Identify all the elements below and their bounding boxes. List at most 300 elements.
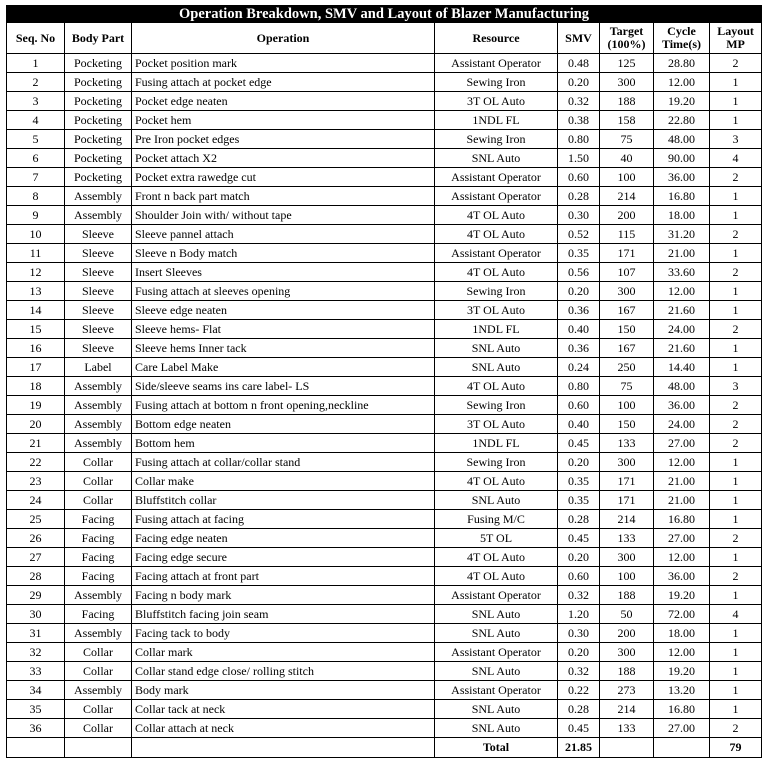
cell-operation: Pre Iron pocket edges bbox=[132, 130, 435, 149]
cell-layout-mp: 1 bbox=[710, 586, 762, 605]
cell-operation: Sleeve hems- Flat bbox=[132, 320, 435, 339]
cell-target: 300 bbox=[600, 282, 654, 301]
cell-layout-mp: 4 bbox=[710, 149, 762, 168]
cell-smv: 0.20 bbox=[558, 73, 600, 92]
cell-layout-mp: 1 bbox=[710, 472, 762, 491]
cell-operation: Facing attach at front part bbox=[132, 567, 435, 586]
cell-body-part: Collar bbox=[65, 643, 132, 662]
cell-operation: Fusing attach at facing bbox=[132, 510, 435, 529]
cell-smv: 0.38 bbox=[558, 111, 600, 130]
cell-body-part: Sleeve bbox=[65, 244, 132, 263]
cell-seq: 23 bbox=[7, 472, 65, 491]
cell-target: 75 bbox=[600, 377, 654, 396]
cell-seq: 10 bbox=[7, 225, 65, 244]
table-body bbox=[7, 54, 762, 738]
cell-target: 133 bbox=[600, 434, 654, 453]
table-row bbox=[7, 586, 762, 605]
cell-operation: Sleeve edge neaten bbox=[132, 301, 435, 320]
cell-smv: 0.60 bbox=[558, 567, 600, 586]
cell-cycle-time: 90.00 bbox=[654, 149, 710, 168]
cell-operation: Facing n body mark bbox=[132, 586, 435, 605]
cell-target: 167 bbox=[600, 339, 654, 358]
cell-resource: 3T OL Auto bbox=[435, 92, 558, 111]
cell-target: 200 bbox=[600, 206, 654, 225]
cell-seq: 22 bbox=[7, 453, 65, 472]
cell-body-part: Assembly bbox=[65, 586, 132, 605]
cell-target: 214 bbox=[600, 700, 654, 719]
cell-smv: 0.48 bbox=[558, 54, 600, 73]
table-row bbox=[7, 130, 762, 149]
cell-operation: Pocket attach X2 bbox=[132, 149, 435, 168]
cell-cycle-time: 12.00 bbox=[654, 643, 710, 662]
cell-operation: Pocket extra rawedge cut bbox=[132, 168, 435, 187]
cell-body-part: Facing bbox=[65, 529, 132, 548]
cell-resource: SNL Auto bbox=[435, 700, 558, 719]
cell-smv: 0.35 bbox=[558, 491, 600, 510]
cell-layout-mp: 4 bbox=[710, 605, 762, 624]
cell-target: 150 bbox=[600, 320, 654, 339]
cell-seq: 14 bbox=[7, 301, 65, 320]
table-title: Operation Breakdown, SMV and Layout of Blazer Manufacturing bbox=[7, 6, 762, 23]
cell-seq: 25 bbox=[7, 510, 65, 529]
cell-layout-mp: 1 bbox=[710, 92, 762, 111]
cell-operation: Collar mark bbox=[132, 643, 435, 662]
cell-cycle-time: 21.00 bbox=[654, 491, 710, 510]
cell-seq: 18 bbox=[7, 377, 65, 396]
cell-layout-mp: 1 bbox=[710, 624, 762, 643]
cell-layout-mp: 1 bbox=[710, 548, 762, 567]
cell-operation: Front n back part match bbox=[132, 187, 435, 206]
cell-resource: Sewing Iron bbox=[435, 282, 558, 301]
cell-body-part: Sleeve bbox=[65, 263, 132, 282]
table-row bbox=[7, 73, 762, 92]
table-row bbox=[7, 244, 762, 263]
cell-body-part: Facing bbox=[65, 510, 132, 529]
cell-smv: 0.80 bbox=[558, 377, 600, 396]
cell-target: 50 bbox=[600, 605, 654, 624]
cell-cycle-time: 48.00 bbox=[654, 377, 710, 396]
cell-resource: 1NDL FL bbox=[435, 320, 558, 339]
cell-operation: Bluffstitch facing join seam bbox=[132, 605, 435, 624]
cell-smv: 0.32 bbox=[558, 92, 600, 111]
table-row bbox=[7, 92, 762, 111]
cell-smv: 0.28 bbox=[558, 510, 600, 529]
table-row bbox=[7, 662, 762, 681]
cell-seq: 30 bbox=[7, 605, 65, 624]
cell-cycle-time: 36.00 bbox=[654, 168, 710, 187]
cell-seq: 34 bbox=[7, 681, 65, 700]
cell-seq: 12 bbox=[7, 263, 65, 282]
cell-seq: 20 bbox=[7, 415, 65, 434]
cell-layout-mp: 2 bbox=[710, 396, 762, 415]
cell-operation: Pocket edge neaten bbox=[132, 92, 435, 111]
cell-body-part: Sleeve bbox=[65, 301, 132, 320]
cell-operation: Fusing attach at bottom n front opening,neckline bbox=[132, 396, 435, 415]
cell-cycle-time: 27.00 bbox=[654, 719, 710, 738]
cell-body-part: Pocketing bbox=[65, 92, 132, 111]
cell-resource: 4T OL Auto bbox=[435, 206, 558, 225]
cell-cycle-time: 13.20 bbox=[654, 681, 710, 700]
cell-layout-mp: 2 bbox=[710, 434, 762, 453]
cell-smv: 0.35 bbox=[558, 244, 600, 263]
cell-body-part: Facing bbox=[65, 548, 132, 567]
cell-layout-mp: 1 bbox=[710, 206, 762, 225]
cell-operation: Facing edge secure bbox=[132, 548, 435, 567]
table-row bbox=[7, 282, 762, 301]
cell-body-part: Collar bbox=[65, 472, 132, 491]
cell-body-part: Sleeve bbox=[65, 282, 132, 301]
cell-layout-mp: 1 bbox=[710, 643, 762, 662]
cell-cycle-time: 18.00 bbox=[654, 624, 710, 643]
table-row bbox=[7, 111, 762, 130]
total-empty-cell bbox=[600, 738, 654, 758]
cell-body-part: Facing bbox=[65, 605, 132, 624]
total-empty-cell bbox=[65, 738, 132, 758]
table-row bbox=[7, 339, 762, 358]
cell-smv: 0.32 bbox=[558, 586, 600, 605]
cell-body-part: Assembly bbox=[65, 681, 132, 700]
cell-seq: 7 bbox=[7, 168, 65, 187]
cell-smv: 0.56 bbox=[558, 263, 600, 282]
cell-body-part: Collar bbox=[65, 662, 132, 681]
cell-seq: 31 bbox=[7, 624, 65, 643]
table-row bbox=[7, 320, 762, 339]
cell-smv: 0.80 bbox=[558, 130, 600, 149]
cell-smv: 0.20 bbox=[558, 453, 600, 472]
cell-operation: Collar make bbox=[132, 472, 435, 491]
cell-seq: 2 bbox=[7, 73, 65, 92]
cell-target: 150 bbox=[600, 415, 654, 434]
cell-layout-mp: 2 bbox=[710, 263, 762, 282]
cell-layout-mp: 1 bbox=[710, 510, 762, 529]
cell-layout-mp: 2 bbox=[710, 168, 762, 187]
cell-cycle-time: 19.20 bbox=[654, 92, 710, 111]
cell-body-part: Collar bbox=[65, 491, 132, 510]
cell-resource: SNL Auto bbox=[435, 605, 558, 624]
cell-seq: 24 bbox=[7, 491, 65, 510]
cell-resource: Assistant Operator bbox=[435, 643, 558, 662]
table-row bbox=[7, 491, 762, 510]
cell-resource: Sewing Iron bbox=[435, 73, 558, 92]
cell-smv: 0.45 bbox=[558, 719, 600, 738]
document bbox=[6, 5, 761, 758]
cell-target: 214 bbox=[600, 187, 654, 206]
cell-seq: 9 bbox=[7, 206, 65, 225]
table-row bbox=[7, 548, 762, 567]
cell-resource: SNL Auto bbox=[435, 149, 558, 168]
table-row bbox=[7, 510, 762, 529]
cell-resource: Assistant Operator bbox=[435, 586, 558, 605]
cell-operation: Collar stand edge close/ rolling stitch bbox=[132, 662, 435, 681]
cell-cycle-time: 27.00 bbox=[654, 434, 710, 453]
cell-smv: 0.45 bbox=[558, 434, 600, 453]
cell-resource: SNL Auto bbox=[435, 662, 558, 681]
cell-cycle-time: 21.60 bbox=[654, 301, 710, 320]
header-seq: Seq. No bbox=[7, 23, 65, 54]
cell-target: 100 bbox=[600, 567, 654, 586]
cell-layout-mp: 2 bbox=[710, 529, 762, 548]
cell-body-part: Pocketing bbox=[65, 54, 132, 73]
cell-resource: SNL Auto bbox=[435, 719, 558, 738]
cell-resource: Assistant Operator bbox=[435, 681, 558, 700]
cell-seq: 36 bbox=[7, 719, 65, 738]
cell-smv: 1.50 bbox=[558, 149, 600, 168]
cell-resource: 5T OL bbox=[435, 529, 558, 548]
cell-body-part: Sleeve bbox=[65, 320, 132, 339]
cell-body-part: Pocketing bbox=[65, 168, 132, 187]
cell-operation: Collar tack at neck bbox=[132, 700, 435, 719]
cell-body-part: Label bbox=[65, 358, 132, 377]
cell-target: 158 bbox=[600, 111, 654, 130]
cell-layout-mp: 1 bbox=[710, 358, 762, 377]
cell-resource: Sewing Iron bbox=[435, 396, 558, 415]
cell-layout-mp: 1 bbox=[710, 681, 762, 700]
table-row bbox=[7, 187, 762, 206]
table-row bbox=[7, 624, 762, 643]
cell-resource: Assistant Operator bbox=[435, 54, 558, 73]
cell-resource: Assistant Operator bbox=[435, 168, 558, 187]
cell-target: 100 bbox=[600, 396, 654, 415]
cell-seq: 29 bbox=[7, 586, 65, 605]
cell-layout-mp: 2 bbox=[710, 567, 762, 586]
total-empty-cell bbox=[132, 738, 435, 758]
cell-target: 133 bbox=[600, 719, 654, 738]
cell-target: 250 bbox=[600, 358, 654, 377]
header-row bbox=[7, 23, 762, 54]
cell-layout-mp: 1 bbox=[710, 339, 762, 358]
cell-resource: 4T OL Auto bbox=[435, 567, 558, 586]
cell-cycle-time: 18.00 bbox=[654, 206, 710, 225]
cell-resource: 4T OL Auto bbox=[435, 548, 558, 567]
cell-operation: Bottom edge neaten bbox=[132, 415, 435, 434]
cell-smv: 0.36 bbox=[558, 339, 600, 358]
table-row bbox=[7, 434, 762, 453]
cell-layout-mp: 3 bbox=[710, 130, 762, 149]
cell-layout-mp: 1 bbox=[710, 187, 762, 206]
cell-cycle-time: 19.20 bbox=[654, 586, 710, 605]
cell-operation: Fusing attach at pocket edge bbox=[132, 73, 435, 92]
cell-resource: Sewing Iron bbox=[435, 130, 558, 149]
cell-cycle-time: 33.60 bbox=[654, 263, 710, 282]
cell-body-part: Collar bbox=[65, 719, 132, 738]
cell-cycle-time: 16.80 bbox=[654, 510, 710, 529]
cell-seq: 28 bbox=[7, 567, 65, 586]
cell-layout-mp: 2 bbox=[710, 719, 762, 738]
cell-cycle-time: 22.80 bbox=[654, 111, 710, 130]
cell-smv: 0.40 bbox=[558, 320, 600, 339]
header-cycle-time: Cycle Time(s) bbox=[654, 23, 710, 54]
cell-target: 171 bbox=[600, 244, 654, 263]
cell-seq: 17 bbox=[7, 358, 65, 377]
cell-operation: Insert Sleeves bbox=[132, 263, 435, 282]
cell-operation: Sleeve pannel attach bbox=[132, 225, 435, 244]
cell-smv: 0.20 bbox=[558, 643, 600, 662]
cell-seq: 13 bbox=[7, 282, 65, 301]
cell-cycle-time: 31.20 bbox=[654, 225, 710, 244]
cell-cycle-time: 16.80 bbox=[654, 187, 710, 206]
cell-operation: Collar attach at neck bbox=[132, 719, 435, 738]
table-row bbox=[7, 567, 762, 586]
cell-seq: 11 bbox=[7, 244, 65, 263]
cell-seq: 5 bbox=[7, 130, 65, 149]
cell-operation: Fusing attach at sleeves opening bbox=[132, 282, 435, 301]
cell-body-part: Pocketing bbox=[65, 111, 132, 130]
header-target: Target (100%) bbox=[600, 23, 654, 54]
cell-resource: 4T OL Auto bbox=[435, 472, 558, 491]
cell-body-part: Collar bbox=[65, 453, 132, 472]
cell-cycle-time: 36.00 bbox=[654, 567, 710, 586]
cell-body-part: Pocketing bbox=[65, 73, 132, 92]
cell-body-part: Facing bbox=[65, 567, 132, 586]
table-row bbox=[7, 605, 762, 624]
cell-resource: 3T OL Auto bbox=[435, 301, 558, 320]
cell-resource: Assistant Operator bbox=[435, 187, 558, 206]
cell-target: 125 bbox=[600, 54, 654, 73]
cell-body-part: Sleeve bbox=[65, 225, 132, 244]
cell-cycle-time: 21.60 bbox=[654, 339, 710, 358]
cell-cycle-time: 36.00 bbox=[654, 396, 710, 415]
cell-cycle-time: 12.00 bbox=[654, 282, 710, 301]
cell-cycle-time: 72.00 bbox=[654, 605, 710, 624]
cell-smv: 0.30 bbox=[558, 624, 600, 643]
cell-seq: 33 bbox=[7, 662, 65, 681]
cell-operation: Sleeve hems Inner tack bbox=[132, 339, 435, 358]
cell-target: 75 bbox=[600, 130, 654, 149]
cell-body-part: Assembly bbox=[65, 415, 132, 434]
cell-resource: SNL Auto bbox=[435, 624, 558, 643]
cell-layout-mp: 3 bbox=[710, 377, 762, 396]
cell-seq: 21 bbox=[7, 434, 65, 453]
cell-body-part: Assembly bbox=[65, 206, 132, 225]
table-row bbox=[7, 263, 762, 282]
table-row bbox=[7, 643, 762, 662]
cell-target: 133 bbox=[600, 529, 654, 548]
cell-seq: 19 bbox=[7, 396, 65, 415]
cell-smv: 0.20 bbox=[558, 282, 600, 301]
table-row bbox=[7, 681, 762, 700]
cell-body-part: Pocketing bbox=[65, 149, 132, 168]
header-resource: Resource bbox=[435, 23, 558, 54]
cell-operation: Side/sleeve seams ins care label- LS bbox=[132, 377, 435, 396]
cell-operation: Bottom hem bbox=[132, 434, 435, 453]
cell-layout-mp: 1 bbox=[710, 282, 762, 301]
cell-operation: Pocket position mark bbox=[132, 54, 435, 73]
table-row bbox=[7, 529, 762, 548]
total-empty-cell bbox=[654, 738, 710, 758]
cell-cycle-time: 12.00 bbox=[654, 73, 710, 92]
header-smv: SMV bbox=[558, 23, 600, 54]
table-row bbox=[7, 719, 762, 738]
cell-target: 300 bbox=[600, 643, 654, 662]
cell-resource: SNL Auto bbox=[435, 491, 558, 510]
cell-layout-mp: 1 bbox=[710, 662, 762, 681]
cell-seq: 32 bbox=[7, 643, 65, 662]
cell-resource: 1NDL FL bbox=[435, 111, 558, 130]
cell-smv: 0.40 bbox=[558, 415, 600, 434]
cell-target: 40 bbox=[600, 149, 654, 168]
cell-layout-mp: 1 bbox=[710, 73, 762, 92]
cell-cycle-time: 24.00 bbox=[654, 415, 710, 434]
cell-smv: 0.45 bbox=[558, 529, 600, 548]
cell-target: 100 bbox=[600, 168, 654, 187]
table-row bbox=[7, 453, 762, 472]
cell-seq: 3 bbox=[7, 92, 65, 111]
table-row bbox=[7, 700, 762, 719]
table-row bbox=[7, 54, 762, 73]
cell-target: 188 bbox=[600, 92, 654, 111]
cell-cycle-time: 21.00 bbox=[654, 244, 710, 263]
cell-smv: 0.28 bbox=[558, 700, 600, 719]
cell-target: 273 bbox=[600, 681, 654, 700]
cell-operation: Shoulder Join with/ without tape bbox=[132, 206, 435, 225]
cell-smv: 0.28 bbox=[558, 187, 600, 206]
table-row bbox=[7, 168, 762, 187]
cell-target: 214 bbox=[600, 510, 654, 529]
total-empty-cell bbox=[7, 738, 65, 758]
cell-body-part: Assembly bbox=[65, 434, 132, 453]
cell-body-part: Pocketing bbox=[65, 130, 132, 149]
cell-cycle-time: 12.00 bbox=[654, 548, 710, 567]
cell-smv: 0.22 bbox=[558, 681, 600, 700]
table-row bbox=[7, 472, 762, 491]
cell-target: 200 bbox=[600, 624, 654, 643]
cell-seq: 35 bbox=[7, 700, 65, 719]
cell-body-part: Assembly bbox=[65, 396, 132, 415]
total-layout-mp: 79 bbox=[710, 738, 762, 758]
cell-layout-mp: 1 bbox=[710, 244, 762, 263]
cell-cycle-time: 21.00 bbox=[654, 472, 710, 491]
cell-target: 107 bbox=[600, 263, 654, 282]
table-row bbox=[7, 206, 762, 225]
cell-smv: 1.20 bbox=[558, 605, 600, 624]
cell-body-part: Collar bbox=[65, 700, 132, 719]
table-row bbox=[7, 377, 762, 396]
cell-resource: SNL Auto bbox=[435, 339, 558, 358]
operation-breakdown-table bbox=[6, 5, 762, 758]
cell-operation: Fusing attach at collar/collar stand bbox=[132, 453, 435, 472]
table-row bbox=[7, 358, 762, 377]
cell-smv: 0.52 bbox=[558, 225, 600, 244]
cell-body-part: Assembly bbox=[65, 624, 132, 643]
total-smv: 21.85 bbox=[558, 738, 600, 758]
cell-smv: 0.36 bbox=[558, 301, 600, 320]
cell-operation: Sleeve n Body match bbox=[132, 244, 435, 263]
cell-cycle-time: 24.00 bbox=[654, 320, 710, 339]
cell-layout-mp: 1 bbox=[710, 491, 762, 510]
cell-seq: 27 bbox=[7, 548, 65, 567]
cell-target: 171 bbox=[600, 472, 654, 491]
cell-cycle-time: 14.40 bbox=[654, 358, 710, 377]
header-operation: Operation bbox=[132, 23, 435, 54]
cell-seq: 1 bbox=[7, 54, 65, 73]
cell-operation: Facing tack to body bbox=[132, 624, 435, 643]
cell-resource: 4T OL Auto bbox=[435, 225, 558, 244]
cell-cycle-time: 12.00 bbox=[654, 453, 710, 472]
table-row bbox=[7, 301, 762, 320]
cell-body-part: Assembly bbox=[65, 377, 132, 396]
cell-resource: 1NDL FL bbox=[435, 434, 558, 453]
table-row bbox=[7, 415, 762, 434]
cell-target: 188 bbox=[600, 586, 654, 605]
cell-smv: 0.35 bbox=[558, 472, 600, 491]
total-label: Total bbox=[435, 738, 558, 758]
cell-operation: Care Label Make bbox=[132, 358, 435, 377]
cell-resource: 3T OL Auto bbox=[435, 415, 558, 434]
cell-seq: 16 bbox=[7, 339, 65, 358]
header-layout-mp: Layout MP bbox=[710, 23, 762, 54]
cell-target: 171 bbox=[600, 491, 654, 510]
cell-body-part: Sleeve bbox=[65, 339, 132, 358]
